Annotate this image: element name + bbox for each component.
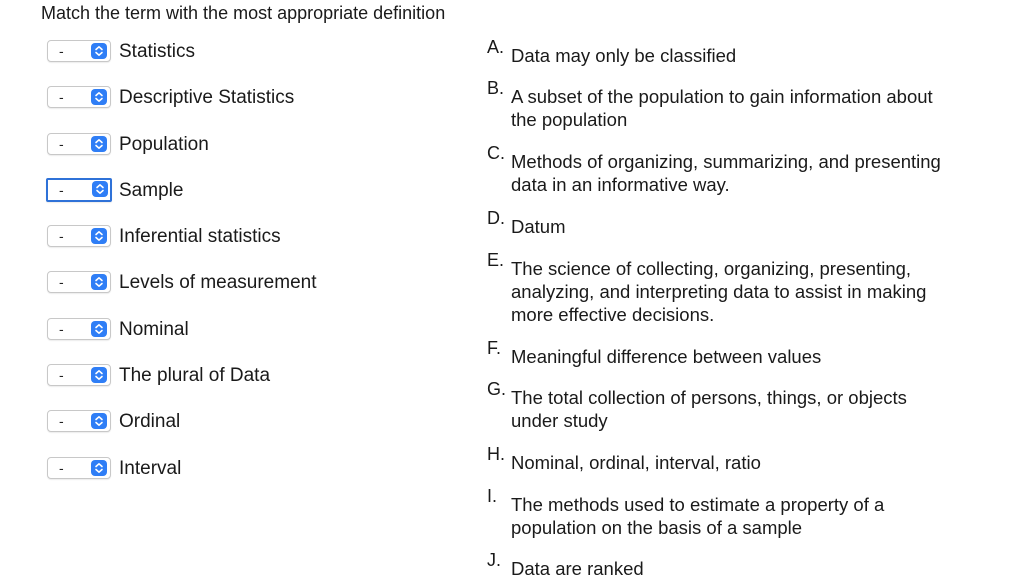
definition-text: The total collection of persons, things, or objects under study [511,387,907,431]
term-row [47,408,467,454]
definition-letter: C. [487,143,505,163]
match-select[interactable] [47,271,111,293]
match-select[interactable] [46,178,112,202]
match-select[interactable] [47,133,111,155]
select-value: - [59,320,64,337]
question-instruction: Match the term with the most appropriate definition [41,3,446,23]
term-row [47,362,467,408]
definition-text: The science of collecting, organizing, presenting, analyzing, and interpreting data to assist in making more effective decisions. [511,258,927,325]
updown-chevron-icon [91,321,107,337]
match-select[interactable] [47,318,111,340]
select-value: - [59,135,64,152]
definition-text: The methods used to estimate a property of a population on the basis of a sample [511,494,885,538]
term-label: Population [119,133,209,155]
definition-letter: H. [487,444,505,464]
term-row [47,38,467,84]
updown-chevron-icon [91,43,107,59]
definition-text: A subset of the population to gain information about the population [511,86,933,130]
updown-chevron-icon [91,228,107,244]
select-value: - [59,228,64,245]
definition-text: Meaningful difference between values [511,346,822,367]
term-row [47,177,467,223]
definition-letter: E. [487,250,505,270]
match-select[interactable] [47,225,111,247]
term-row [47,131,467,177]
select-value: - [59,413,64,430]
term-label: The plural of Data [119,365,271,387]
match-select[interactable] [47,364,111,386]
select-value: - [59,459,64,476]
definition-letter: B. [487,78,505,98]
term-row [47,455,467,501]
term-label: Interval [119,457,182,479]
term-row [47,223,467,269]
term-row [47,84,467,130]
updown-chevron-icon [91,89,107,105]
terms-list [47,38,467,501]
updown-chevron-icon [91,136,107,152]
term-row [47,316,467,362]
updown-chevron-icon [91,460,107,476]
updown-chevron-icon [91,274,107,290]
updown-chevron-icon [91,413,107,429]
select-value: - [59,367,64,384]
term-label: Inferential statistics [119,226,281,248]
term-label: Sample [119,179,184,201]
term-label: Statistics [119,41,196,62]
term-label: Levels of measurement [119,272,317,294]
definition-letter: F. [487,338,502,358]
select-value: - [59,43,64,59]
match-select[interactable] [47,457,111,479]
term-row [47,269,467,315]
definition-text: Nominal, ordinal, interval, ratio [511,452,761,473]
term-label: Descriptive Statistics [119,87,295,109]
match-select[interactable] [47,86,111,108]
match-select[interactable] [47,410,111,432]
definition-text: Data are ranked [511,558,644,579]
definition-letter: I. [487,486,498,506]
term-label: Nominal [119,318,189,340]
select-value: - [59,89,64,106]
updown-chevron-icon [91,367,107,383]
updown-chevron-icon [92,181,108,197]
match-select[interactable] [47,40,111,62]
definition-letter: A. [487,37,505,57]
definition-letter: J. [487,550,502,570]
term-label: Ordinal [119,411,181,433]
definition-text: Data may only be classified [511,45,737,66]
definition-text: Datum [511,216,566,237]
definition-text: Methods of organizing, summarizing, and presenting data in an informative way. [511,151,941,195]
select-value: - [59,274,64,291]
definition-letter: D. [487,208,505,228]
definition-letter: G. [487,379,507,399]
select-value: - [59,181,64,198]
